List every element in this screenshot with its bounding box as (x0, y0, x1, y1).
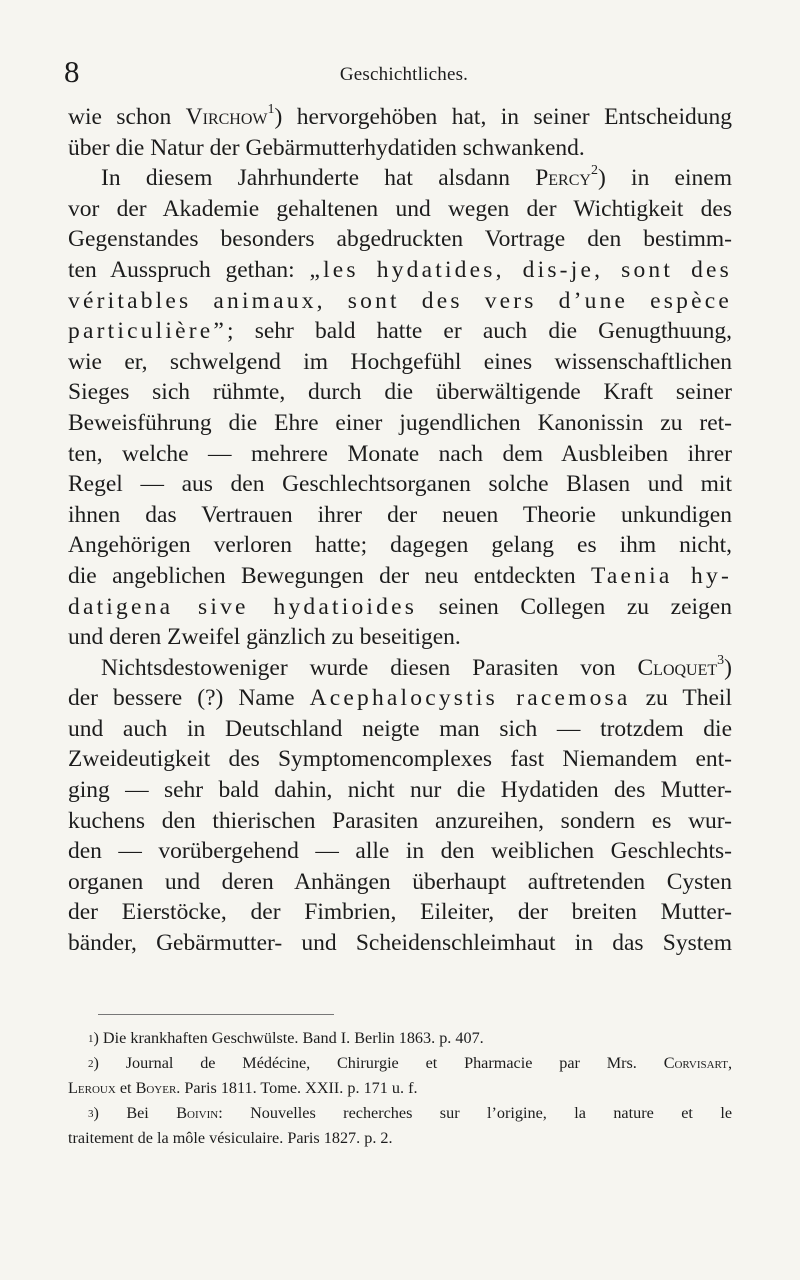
footnote: $^1$) Die krankhaften Geschwülste. Band I. Berlin 1863. p. 407. (88, 1029, 484, 1047)
text-line: bänder, Gebärmutter- und Scheidenschleimhaut in das System (68, 930, 732, 957)
author-name: Leroux (68, 1079, 116, 1097)
footnote-ref: 2 (590, 163, 598, 179)
taxon-name: datigena sive hydatioides (68, 593, 418, 620)
text-line: ten, welche — mehrere Monate nach dem Ausbleiben ihrer (68, 440, 732, 467)
footnote: $^2$) Journal de Médécine, Chirurgie et Pharmacie par Mrs. Corvisart, (88, 1054, 732, 1072)
page-header (64, 54, 744, 94)
text-line: Sieges sich rühmte, durch die überwältigende Kraft seiner (68, 379, 732, 406)
footnote-continuation: traitement de la môle vésiculaire. Paris 1827. p. 2. (68, 1129, 393, 1147)
text-line: über die Natur der Gebärmutterhydatiden schwankend. (68, 134, 585, 161)
text-line: die angeblichen Bewegungen der neu entdeckten Taenia hy- (68, 562, 732, 589)
taxon-name: Taenia hy- (590, 562, 732, 589)
quoted-text: „les hydatides, dis-je, sont des (309, 256, 732, 283)
text-line: den — vorübergehend — alle in den weiblichen Geschlechts- (68, 838, 732, 865)
author-name: Cloquet (637, 654, 718, 681)
footnote-ref: 3 (717, 652, 725, 668)
quoted-text: véritables animaux, sont des vers d’une espèce (68, 287, 732, 314)
text-line: organen und deren Anhängen überhaupt auftretenden Cysten (68, 868, 732, 895)
taxon-name: Acephalocystis racemosa (309, 685, 631, 712)
running-head: Geschichtliches. (339, 64, 469, 85)
text-line: der Eierstöcke, der Fimbrien, Eileiter, der breiten Mutter- (68, 899, 732, 926)
text-line: wie er, schwelgend im Hochgefühl eines wissenschaftlichen (68, 348, 732, 375)
text-line: der bessere (?) Name Acephalocystis racemosa zu Theil (68, 685, 732, 712)
quoted-text: particulière” (68, 318, 228, 345)
author-name: Virchow (185, 104, 268, 130)
author-name: Percy (535, 165, 591, 192)
text-line: Beweisführung die Ehre einer jugendlichen Kanonissin zu ret- (68, 409, 732, 436)
text-line: Gegenstandes besonders abgedruckten Vortrage den bestimm- (68, 226, 732, 253)
text-line: und deren Zweifel gänzlich zu beseitigen. (68, 624, 461, 651)
text-line: Regel — aus den Geschlechtsorganen solche Blasen und mit (68, 471, 732, 498)
body-text (68, 102, 732, 959)
footnote-divider (98, 1014, 334, 1015)
author-name: Boivin: (176, 1104, 223, 1122)
text-line: vor der Akademie gehaltenen und wegen der Wichtigkeit des (68, 195, 732, 222)
author-name: Boyer. (135, 1079, 181, 1097)
text-line: kuchens den thierischen Parasiten anzureihen, sondern es wur- (68, 807, 732, 834)
text-line: In diesem Jahrhunderte hat alsdann Percy$^2$) in einem (101, 163, 732, 192)
text-line: particulière”; sehr bald hatte er auch die Genugthuung, (68, 318, 732, 345)
text-line: ihnen das Vertrauen ihrer der neuen Theorie unkundigen (68, 501, 732, 528)
author-name: Corvisart, (663, 1054, 732, 1072)
footnotes (68, 1026, 732, 1151)
footnote: $^3$) Bei Boivin: Nouvelles recherches sur l’origine, la nature et le (88, 1104, 733, 1122)
text-line: Nichtsdestoweniger wurde diesen Parasiten von Cloquet$^3$) (101, 652, 732, 681)
text-line: Angehörigen verloren hatte; dagegen gelang es ihm nicht, (68, 532, 732, 559)
text-line: ten Ausspruch gethan: „les hydatides, dis-je, sont des (68, 256, 732, 283)
page-number: 8 (64, 54, 80, 89)
footnote-ref: 1 (267, 102, 275, 118)
text-line: und auch in Deutschland neigte man sich — trotzdem die (68, 715, 732, 742)
text-line: datigena sive hydatioides seinen Collegen zu zeigen (68, 593, 732, 620)
text-line: wie schon Virchow$^1$) hervorgehöben hat, in seiner Entscheidung (68, 102, 732, 130)
footnote-continuation: Leroux et Boyer. Paris 1811. Tome. XXII. p. 171 u. f. (68, 1079, 418, 1097)
text-line (68, 286, 732, 317)
text-line: Zweideutigkeit des Symptomencomplexes fast Niemandem ent- (68, 746, 732, 773)
text-line: ging — sehr bald dahin, nicht nur die Hydatiden des Mutter- (68, 777, 732, 804)
